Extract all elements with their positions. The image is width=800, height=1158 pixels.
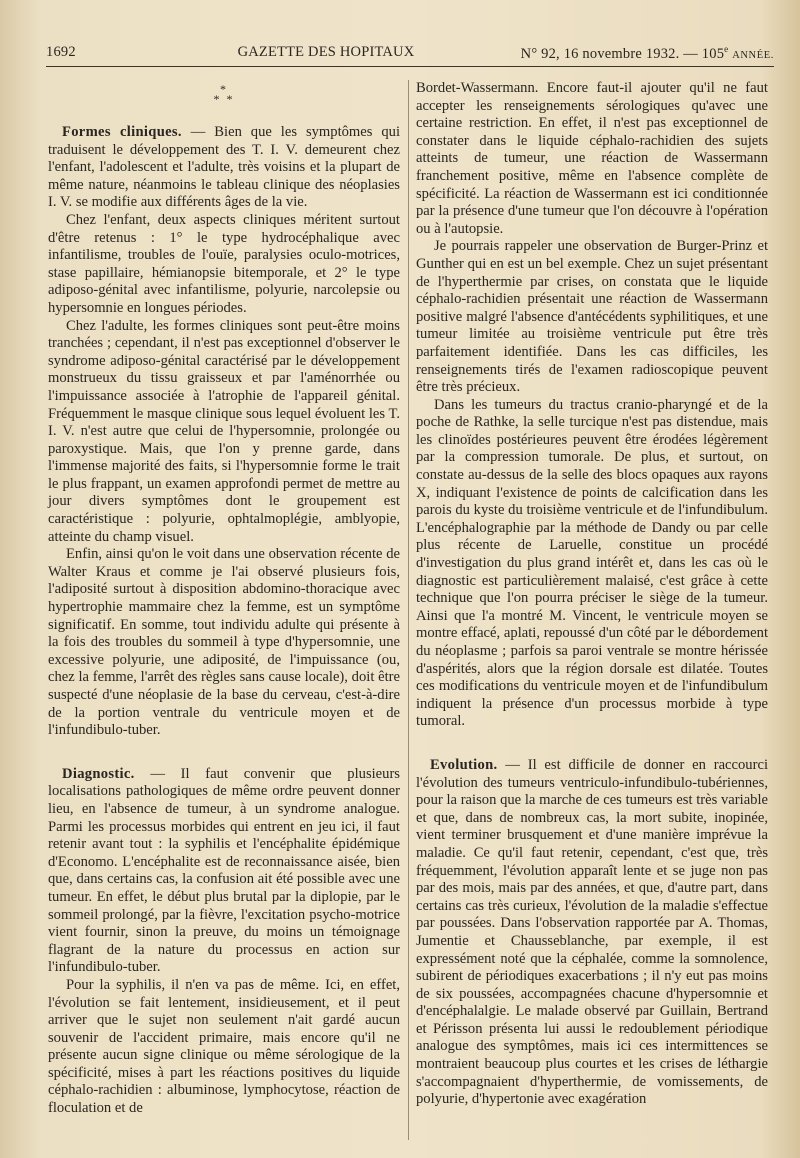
section-gap: [416, 731, 768, 757]
diagnostic-paragraph-2-continued: Bordet-Wassermann. Encore faut-il ajouter qu'il ne faut accepter les renseignements sérologiques qu'avec une certaine restriction. En effet, il n'est pas exceptionnel de constater dans le liquide céphalo-rachidien des sujets atteints de tumeur, une réaction de Wassermann franchement positive, même en l'absence complète de spécificité. La réaction de Wassermann est ici conditionnée par la présence d'une tumeur que l'on découvre à l'opération ou à l'autopsie.: [416, 80, 768, 237]
journal-title: GAZETTE DES HOPITAUX: [237, 44, 415, 60]
issue-year-label: ANNÉE.: [732, 49, 774, 61]
issue-sup: e: [724, 44, 729, 54]
page-number: 1692: [46, 44, 76, 60]
section-ornament: [48, 84, 400, 104]
right-column: [416, 80, 768, 1109]
diagnostic-paragraph-2: Pour la syphilis, il n'en va pas de même. Ici, en effet, l'évolution se fait lentement, insidieusement, et il peut arriver que le sujet non seulement n'ait gardé aucun souvenir de l'accident primaire, mais encore qu'il ne présente aucun signe clinique ou même sérologique de la spécificité, mises à part les réactions positives du liquide céphalo-rachidien : albuminose, lymphocytose, réaction de floculation et de: [48, 976, 400, 1117]
issue-info: [521, 44, 774, 63]
page-header: [46, 44, 774, 67]
formes-paragraph-4: Enfin, ainsi qu'on le voit dans une observation récente de Walter Kraus et comme je l'ai observé plusieurs fois, l'adiposité surtout à disposition abdomino-thoracique avec hypertrophie mammaire chez la femme, est un symptôme significatif. En somme, tout individu adulte qui présente à la fois des troubles du sommeil à type d'hypersomnie, une excessive polyurie, une adiposité, de l'impuissance (ou, chez la femme, l'arrêt des règles sans cause locale), doit être suspecté d'une néoplasie de la base du cerveau, c'est-à-dire de la portion ventrale du ventricule moyen et de l'infundibulo-tuber.: [48, 546, 400, 739]
formes-heading: Formes cliniques.: [62, 124, 182, 140]
ornament-top: *: [220, 82, 228, 96]
formes-paragraph-3: Chez l'adulte, les formes cliniques sont peut-être moins tranchées ; cependant, il n'est pas exceptionnel d'observer le syndrome adiposo-génital caractérisé par le développement monstrueux du tissu graisseux et par l'aménorrhée ou l'impuissance associée à l'atrophie de l'appareil génital. Fréquemment le masque clinique sous lequel évoluent les T. I. V. n'est autre que celui de l'hypersomnie, prolongée ou paroxystique. Mais, que l'on y prenne garde, dans l'immense majorité des faits, si l'hypersomnie forme le trait le plus frappant, un examen approfondi permet de mettre au jour divers symptômes dont le groupement est caractéristique : polyurie, ophtalmoplégie, amblyopie, atteinte du champ visuel.: [48, 317, 400, 545]
left-column: [48, 80, 400, 1118]
evolution-heading: Evolution.: [430, 756, 498, 773]
evolution-paragraph-1: [416, 757, 768, 1109]
column-divider: [408, 80, 409, 1140]
diagnostic-p1-text: — Il faut convenir que plusieurs localisations pathologiques de même ordre peuvent donner lieu, en l'absence de tumeur, à un syndrome analogue. Parmi les processus morbides qui entrent en jeu ici, il faut retenir avant tout : la syphilis et l'encéphalite épidémique d'Economo. L'encéphalite est de reconnaissance aisée, bien que, dans certains cas, la confusion ait été possible avec une tumeur. En effet, le début plus brutal par la diplopie, par le sommeil prolongé, par la fièvre, l'excitation psycho-motrice vient fournir, sinon la preuve, du moins un témoignage flagrant de la nature du processus en action sur l'infundibulo-tuber.: [48, 765, 400, 976]
issue-date: N° 92, 16 novembre 1932. — 105: [520, 45, 725, 62]
diagnostic-paragraph-3: Je pourrais rappeler une observation de Burger-Prinz et Gunther qui en est un bel exemple. Chez un sujet présentant de l'hyperthermie par crises, on constata que le liquide céphalo-rachidien présentait une réaction de Wassermann positive malgré l'absence d'antécédents syphilitiques, et une tumeur limitée au troisième ventricule put être très parfaitement identifiée. Dans les cas difficiles, les renseignements tirés de l'examen radioscopique peuvent être très précieux.: [416, 238, 768, 396]
evolution-p1-text: — Il est difficile de donner en raccourci l'évolution des tumeurs ventriculo-infundibulo-tubériennes, pour la raison que la marche de ces tumeurs est très variable et que, dans de nombreux cas, la mort subite, inopinée, vient terminer brusquement et d'une manière imprévue la maladie. Ce qu'il faut retenir, cependant, c'est que, très fréquemment, l'évolution apparaît lente et se juge non pas par des mois, mais par des années, et que, d'autre part, dans certains cas très curieux, l'évolution de la maladie s'effectue par poussées. Dans l'observation rapportée par A. Thomas, Jumentie et Chausseblanche, par exemple, il est expressément noté que la céphalée, comme la somnolence, subirent de périodiques exacerbations ; il n'y eut pas moins de six poussées, accompagnées chacune d'hypersomnie et d'encéphalalgie. Le malade observé par Guillain, Bertrand et Périsson présenta lui aussi le redoublement périodique analogue des symptômes, mais ici ces intermittences se montraient beaucoup plus courtes et les crises de léthargie s'accompagnaient d'hyperthermie, de vomissements, de polyurie, d'hypertonie avec exagération: [416, 756, 768, 1108]
diagnostic-paragraph-1: [48, 766, 400, 977]
diagnostic-heading: Diagnostic.: [62, 765, 135, 782]
formes-paragraph-1: [48, 124, 400, 212]
ornament-bottom: * *: [213, 92, 235, 106]
formes-paragraph-2: Chez l'enfant, deux aspects cliniques méritent surtout d'être retenus : 1° le type hydrocéphalique avec infantilisme, troubles de l'ouïe, paralysies oculo-motrices, stase papillaire, hémianopsie bitemporale, et 2° le type adiposo-génital avec infantilisme, polyurie, narcolepsie ou hypersomnie en longues périodes.: [48, 211, 400, 316]
diagnostic-paragraph-4: Dans les tumeurs du tractus cranio-pharyngé et de la poche de Rathke, la selle turcique n'est pas distendue, mais les clinoïdes postérieures peuvent être érodées légèrement par la compression tumorale. De plus, et surtout, on constate au-dessus de la selle des blocs opaques aux rayons X, indiquant l'existence de points de calcification dans les parois du kyste du troisième ventricule et de l'infundibulum. L'encéphalographie par la méthode de Dandy ou par celle plus récente de Laruelle, constitue un procédé d'investigation du plus grand intérêt et, dans les cas où le diagnostic est particulièrement malaisé, c'est grâce à cette technique que l'on pourra préciser le siège de la tumeur. Ainsi que l'a montré M. Vincent, le ventricule moyen se montre effacé, aplati, repoussé d'un côté par le débordement du néoplasme ; parfois sa paroi ventrale se montre hérissée d'aspérités, alors que la région dorsale est dilatée. Toutes ces modifications du ventricule moyen et de l'infundibulum indiquent la présence d'un processus morbide à type tumoral.: [416, 396, 768, 730]
formes-p1-text: — Bien que les symptômes qui traduisent le développement des T. I. V. demeurent chez l'enfant, l'adolescent et l'adulte, très voisins et la plupart de même nature, néanmoins le tableau clinique des néoplasies I. V. se modifie aux différents âges de la vie.: [48, 124, 401, 211]
section-gap: [48, 740, 400, 766]
